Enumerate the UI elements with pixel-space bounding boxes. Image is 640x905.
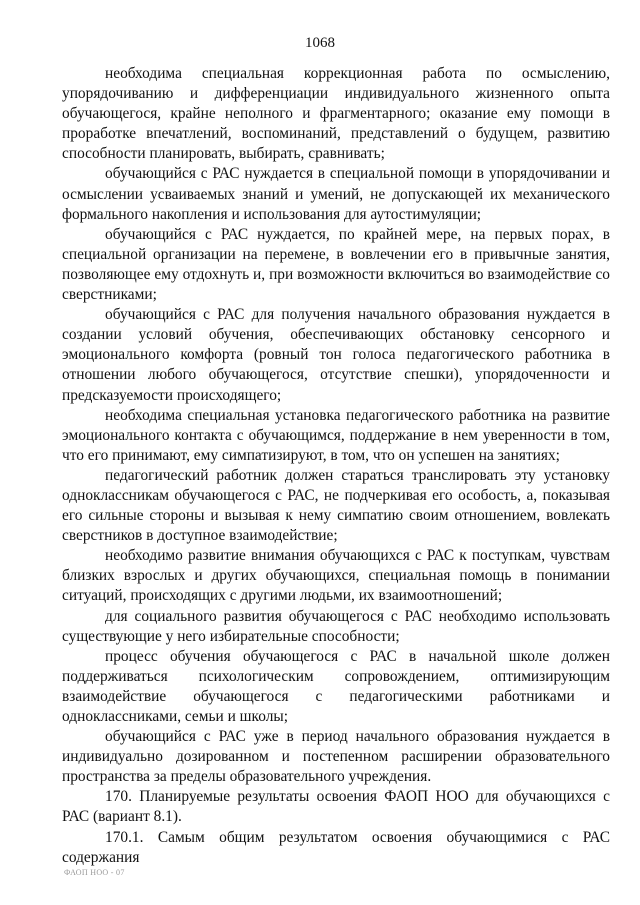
page-number: 1068 (305, 35, 335, 51)
paragraph-8: для социального развития обучающегося с РАС необходимо использовать существующие у него избирательные способности; (62, 607, 610, 645)
paragraph-10: обучающийся с РАС уже в период начального образования нуждается в индивидуально дозированном и постепенном расширении образовательного пространства за пределы образовательного учреждения. (62, 728, 610, 786)
paragraph-2: обучающийся с РАС нуждается в специальной помощи в упорядочивании и осмыслении усваиваемых знаний и умений, не допускающей их механического формального накопления и использования для аутостимуляции; (62, 165, 610, 223)
section-heading-170: 170. Планируемые результаты освоения ФАОП НОО для обучающихся с РАС (вариант 8.1). (62, 788, 610, 826)
paragraph-170-1: 170.1. Самым общим результатом освоения обучающимися с РАС содержания (62, 828, 610, 866)
paragraph-9: процесс обучения обучающегося с РАС в начальной школе должен поддерживаться психологическим сопровождением, оптимизирующим взаимодействие обучающегося с педагогическими работниками и одноклассниками, семьи и школы; (62, 647, 610, 725)
footer-label: ФАОП НОО - 07 (64, 868, 125, 877)
paragraph-5: необходима специальная установка педагогического работника на развитие эмоционального контакта с обучающимся, поддержание в нем уверенности в том, что его принимают, ему симпатизируют, в том, что он успешен на занятиях; (62, 406, 610, 464)
paragraph-4: обучающийся с РАС для получения начального образования нуждается в создании условий обучения, обеспечивающих обстановку сенсорного и эмоционального комфорта (ровный тон голоса педагогического работника в отношении любого обучающегося, отсутствие спешки), упорядоченности и предсказуемости происходящего; (62, 306, 610, 404)
paragraph-6: педагогический работник должен стараться транслировать эту установку одноклассникам обучающегося с РАС, не подчеркивая его особость, а, показывая его сильные стороны и вызывая к нему симпатию своим отношением, вовлекать сверстников в доступное взаимодействие; (62, 466, 610, 545)
paragraph-3: обучающийся с РАС нуждается, по крайней мере, на первых порах, в специальной организации на перемене, в вовлечении его в привычные занятия, позволяющее ему отдохнуть и, при возможности включиться во взаимодействие со сверстниками; (62, 225, 610, 304)
paragraph-7: необходимо развитие внимания обучающихся с РАС к поступкам, чувствам близких взрослых и других обучающихся, специальная помощь в понимании ситуаций, происходящих с другими людьми, их взаимоотношений; (62, 547, 610, 605)
body-text (62, 64, 610, 868)
paragraph-1: необходима специальная коррекционная работа по осмыслению, упорядочиванию и дифференциации индивидуального жизненного опыта обучающегося, крайне неполного и фрагментарного; оказание ему помощи в проработке впечатлений, воспоминаний, представлений о будущем, развитию способности планировать, выбирать, сравнивать; (62, 65, 610, 163)
